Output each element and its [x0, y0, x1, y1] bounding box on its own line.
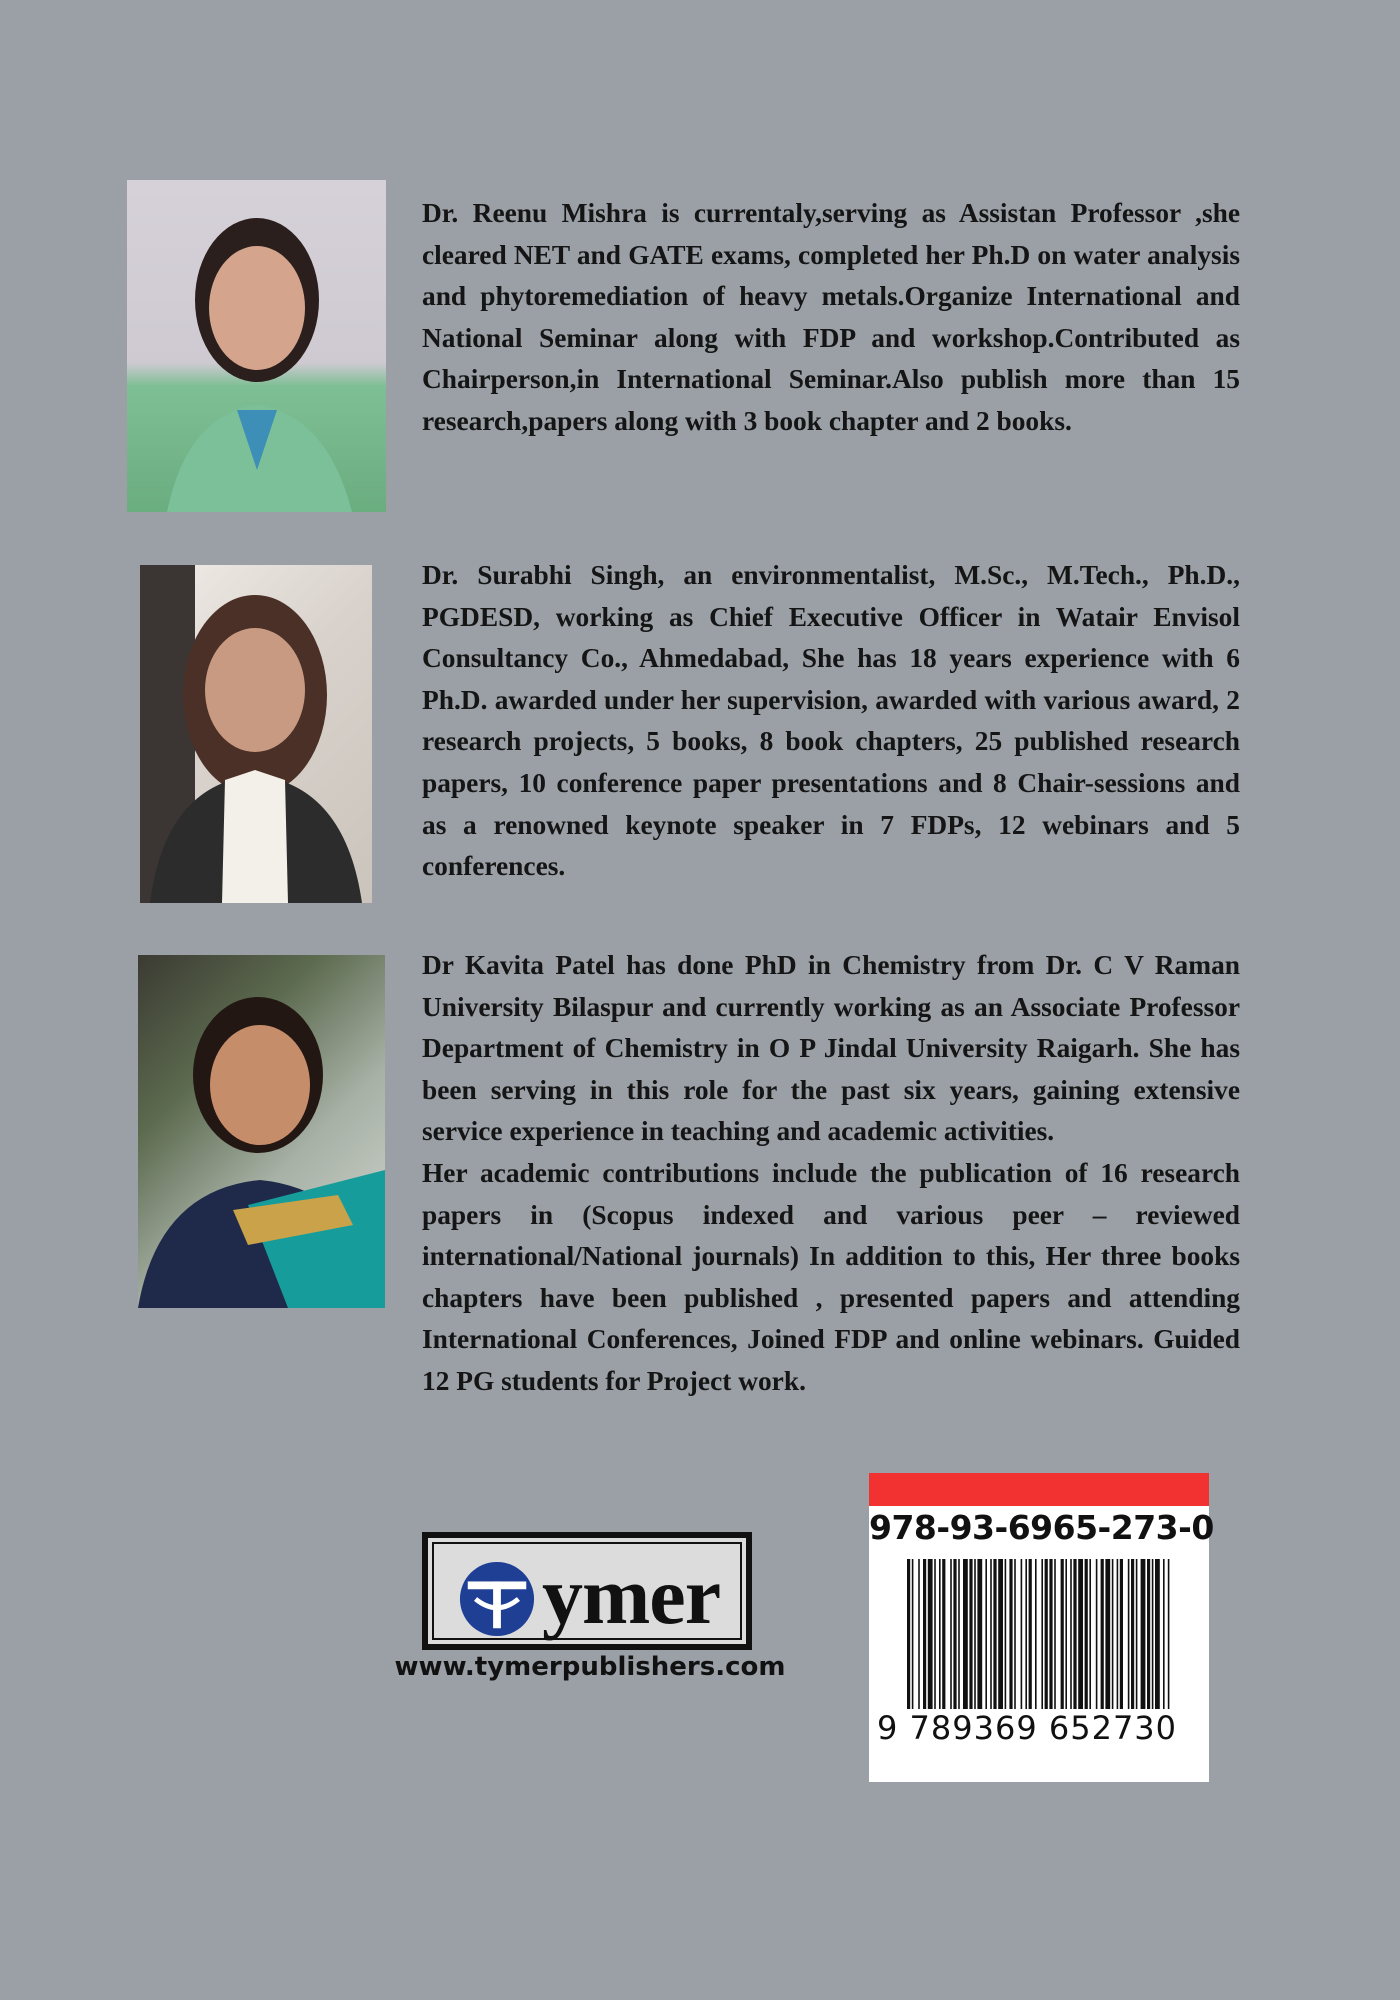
barcode-bar — [1128, 1559, 1130, 1709]
author-photo-kavita-patel — [138, 955, 385, 1308]
barcode-bar — [939, 1559, 941, 1709]
barcode-bar — [1096, 1559, 1098, 1709]
barcode-bar — [1136, 1559, 1138, 1709]
barcode-bar — [934, 1559, 936, 1709]
tymer-logo-icon — [458, 1560, 536, 1638]
barcode-bar — [953, 1559, 956, 1709]
barcode-bar — [963, 1559, 968, 1709]
barcode-bar — [950, 1559, 952, 1709]
barcode-bar — [1105, 1559, 1110, 1709]
barcode-bar — [1085, 1559, 1088, 1709]
barcode-bar — [1021, 1559, 1023, 1709]
isbn-color-band — [869, 1473, 1209, 1506]
barcode-bar — [990, 1559, 992, 1709]
barcode-bar — [1163, 1559, 1165, 1709]
author-bio-kavita-patel — [422, 945, 1240, 1403]
bio-paragraph: Dr. Reenu Mishra is currentaly,serving as Assistan Professor ,she cleared NET and GATE exams, completed her Ph.D on water analysis and phytoremediation of heavy metals.Organize International and National Seminar along with FDP and workshop.Contributed as Chairperson,in International Seminar.Also publish more than 15 research,papers along with 3 book chapter and 2 books. — [422, 198, 1240, 436]
bio-paragraph: Her academic contributions include the publication of 16 research papers in (Scopus indexed and various peer – reviewed international/National journals) In addition to this, Her three books chapters have been published , presented papers and attending International Conferences, Joined FDP and online webinars. Guided 12 PG students for Project work. — [422, 1157, 1240, 1396]
barcode-bar — [928, 1559, 933, 1709]
barcode-bar — [1078, 1559, 1083, 1709]
barcode-bar — [918, 1559, 920, 1709]
barcode-bar — [1061, 1559, 1064, 1709]
barcode-bar — [1120, 1559, 1123, 1709]
barcode-bar — [1155, 1559, 1160, 1709]
barcode-bar — [1141, 1559, 1146, 1709]
barcode-digits: 9 789369 652730 — [877, 1709, 1189, 1747]
logo-frame — [432, 1542, 742, 1640]
author-photo-reenu-mishra — [127, 180, 386, 512]
barcode-bar — [907, 1559, 910, 1709]
publisher-logo — [422, 1532, 752, 1650]
barcode-bar — [1049, 1559, 1052, 1709]
portrait-icon — [127, 180, 386, 512]
barcode-bar — [923, 1559, 926, 1709]
barcode-bar — [1041, 1559, 1043, 1709]
barcode-bar — [969, 1559, 972, 1709]
barcode-bar — [1025, 1559, 1027, 1709]
bio-paragraph: Dr Kavita Patel has done PhD in Chemistry from Dr. C V Raman University Bilaspur and currently working as an Associate Professor Department of Chemistry in O P Jindal University Raigarh. She has been serving in this role for the past six years, gaining extensive service experience in teaching and academic activities. — [422, 950, 1240, 1147]
barcode-bar — [1089, 1559, 1091, 1709]
barcode-bar — [912, 1559, 914, 1709]
barcode-bar — [1112, 1559, 1114, 1709]
barcode-bar — [1070, 1559, 1072, 1709]
barcode-bar — [1101, 1559, 1104, 1709]
barcode-bar — [1014, 1559, 1016, 1709]
bio-paragraph: Dr. Surabhi Singh, an environmentalist, M.Sc., M.Tech., Ph.D., PGDESD, working as Chief Executive Officer in Watair Envisol Consultancy Co., Ahmedabad, She has 18 years experience with 6 Ph.D. awarded under her supervision, awarded with various award, 2 research projects, 5 books, 8 book chapters, 25 published research papers, 10 conference paper presentations and 8 Chair-sessions and as a renowned keynote speaker in 7 FDPs, 12 webinars and 5 conferences. — [422, 560, 1240, 882]
barcode-bar — [958, 1559, 960, 1709]
barcode-bar — [1065, 1559, 1067, 1709]
barcode-bar — [1009, 1559, 1012, 1709]
barcode-bar — [1147, 1559, 1150, 1709]
author-bio-reenu-mishra — [422, 193, 1240, 443]
author-bio-surabhi-singh — [422, 555, 1240, 888]
logo-wordmark: ymer — [542, 1550, 721, 1641]
barcode-bar — [974, 1559, 976, 1709]
barcode-bar — [942, 1559, 945, 1709]
portrait-icon — [140, 565, 372, 903]
author-photo-surabhi-singh — [140, 565, 372, 903]
barcode-bar — [993, 1559, 996, 1709]
barcode-bar — [1035, 1559, 1037, 1709]
barcode-bar — [1117, 1559, 1119, 1709]
barcode-bar — [1054, 1559, 1056, 1709]
isbn-barcode-panel — [869, 1473, 1214, 1782]
barcode-bar — [1045, 1559, 1048, 1709]
barcode-bar — [977, 1559, 982, 1709]
isbn-number: 978-93-6965-273-0 — [869, 1508, 1214, 1547]
barcode-bar — [1005, 1559, 1007, 1709]
barcode-bar — [1168, 1559, 1170, 1709]
barcode-bar — [985, 1559, 987, 1709]
barcode-bar — [1152, 1559, 1154, 1709]
barcode-bar — [1029, 1559, 1032, 1709]
portrait-icon — [138, 955, 385, 1308]
barcode-bar — [1131, 1559, 1134, 1709]
barcode-bar — [998, 1559, 1003, 1709]
barcode-bar — [1073, 1559, 1076, 1709]
publisher-website[interactable]: www.tymerpublishers.com — [394, 1652, 786, 1682]
